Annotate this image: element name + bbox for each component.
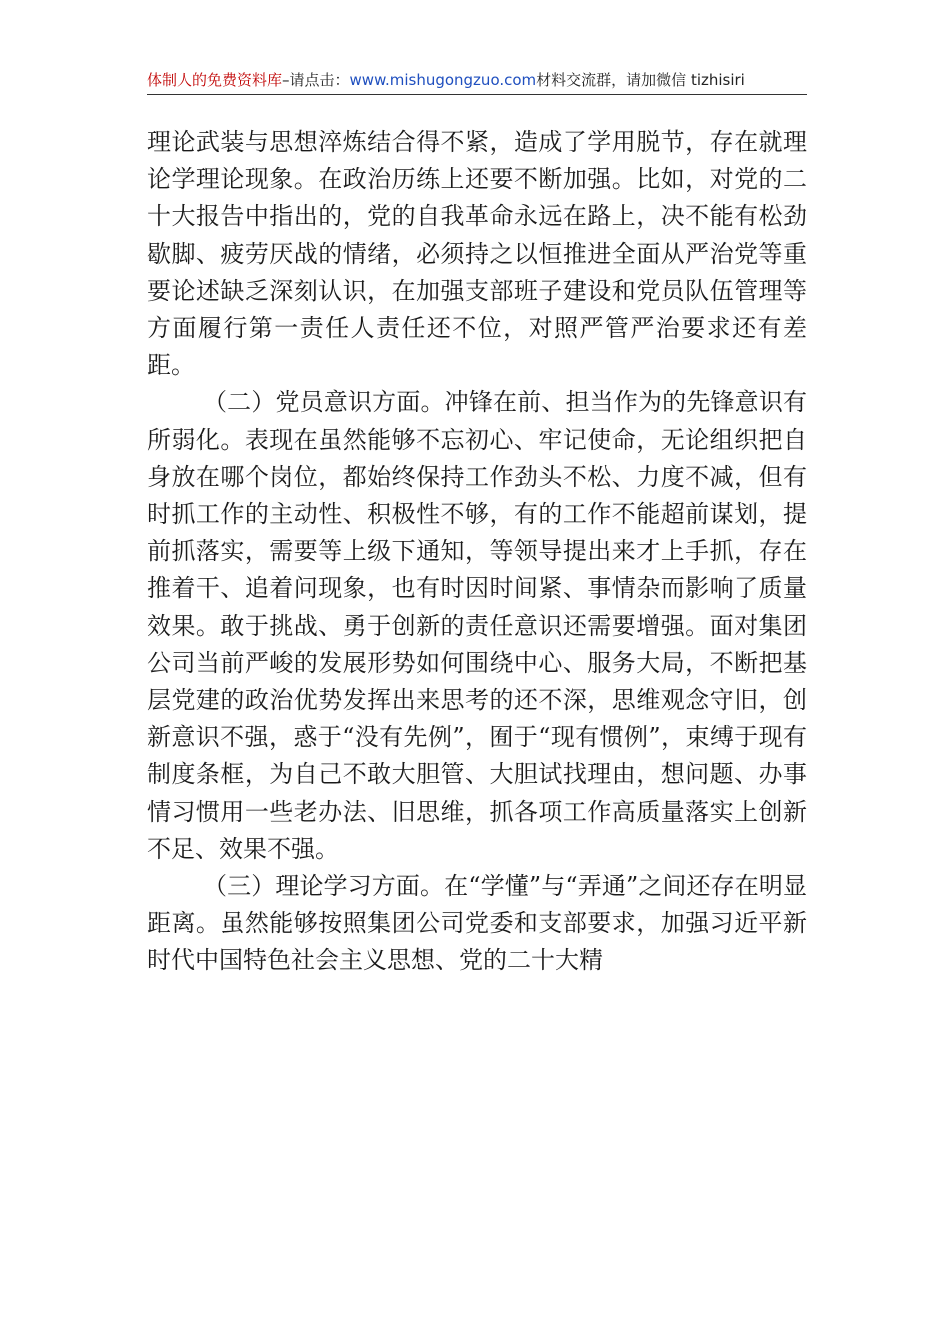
paragraph-theory-study: （三）理论学习方面。在“学懂”与“弄通”之间还存在明显距离。虽然能够按照集团公司党委和支部要求，加强习近平新时代中国特色社会主义思想、党的二十大精	[147, 872, 807, 975]
document-body	[147, 124, 807, 980]
header-contact-text: 材料交流群，请加微信 tizhisiri	[536, 71, 745, 89]
header-url-link[interactable]: www.mishugongzuo.com	[349, 71, 537, 89]
page-header	[147, 66, 807, 95]
header-brand: 体制人的免费资料库	[147, 71, 283, 89]
paragraph-continuation: 理论武装与思想淬炼结合得不紧，造成了学用脱节，存在就理论学理论现象。在政治历练上还要不断加强。比如，对党的二十大报告中指出的，党的自我革命永远在路上，决不能有松劲歇脚、疲劳厌战的情绪，必须持之以恒推进全面从严治党等重要论述缺乏深刻认识，在加强支部班子建设和党员队伍管理等方面履行第一责任人责任还不位，对照严管严治要求还有差距。	[147, 128, 807, 380]
header-prompt: –请点击：	[282, 71, 350, 89]
paragraph-party-member-awareness: （二）党员意识方面。冲锋在前、担当作为的先锋意识有所弱化。表现在虽然能够不忘初心、牢记使命，无论组织把自身放在哪个岗位，都始终保持工作劲头不松、力度不减，但有时抓工作的主动性、积极性不够，有的工作不能超前谋划，提前抓落实，需要等上级下通知，等领导提出来才上手抓，存在推着干、追着问现象，也有时因时间紧、事情杂而影响了质量效果。敢于挑战、勇于创新的责任意识还需要增强。面对集团公司当前严峻的发展形势如何围绕中心、服务大局，不断把基层党建的政治优势发挥出来思考的还不深，思维观念守旧，创新意识不强，惑于“没有先例”，囿于“现有惯例”，束缚于现有制度条框，为自己不敢大胆管、大胆试找理由，想问题、办事情习惯用一些老办法、旧思维，抓各项工作高质量落实上创新不足、效果不强。	[147, 388, 807, 863]
